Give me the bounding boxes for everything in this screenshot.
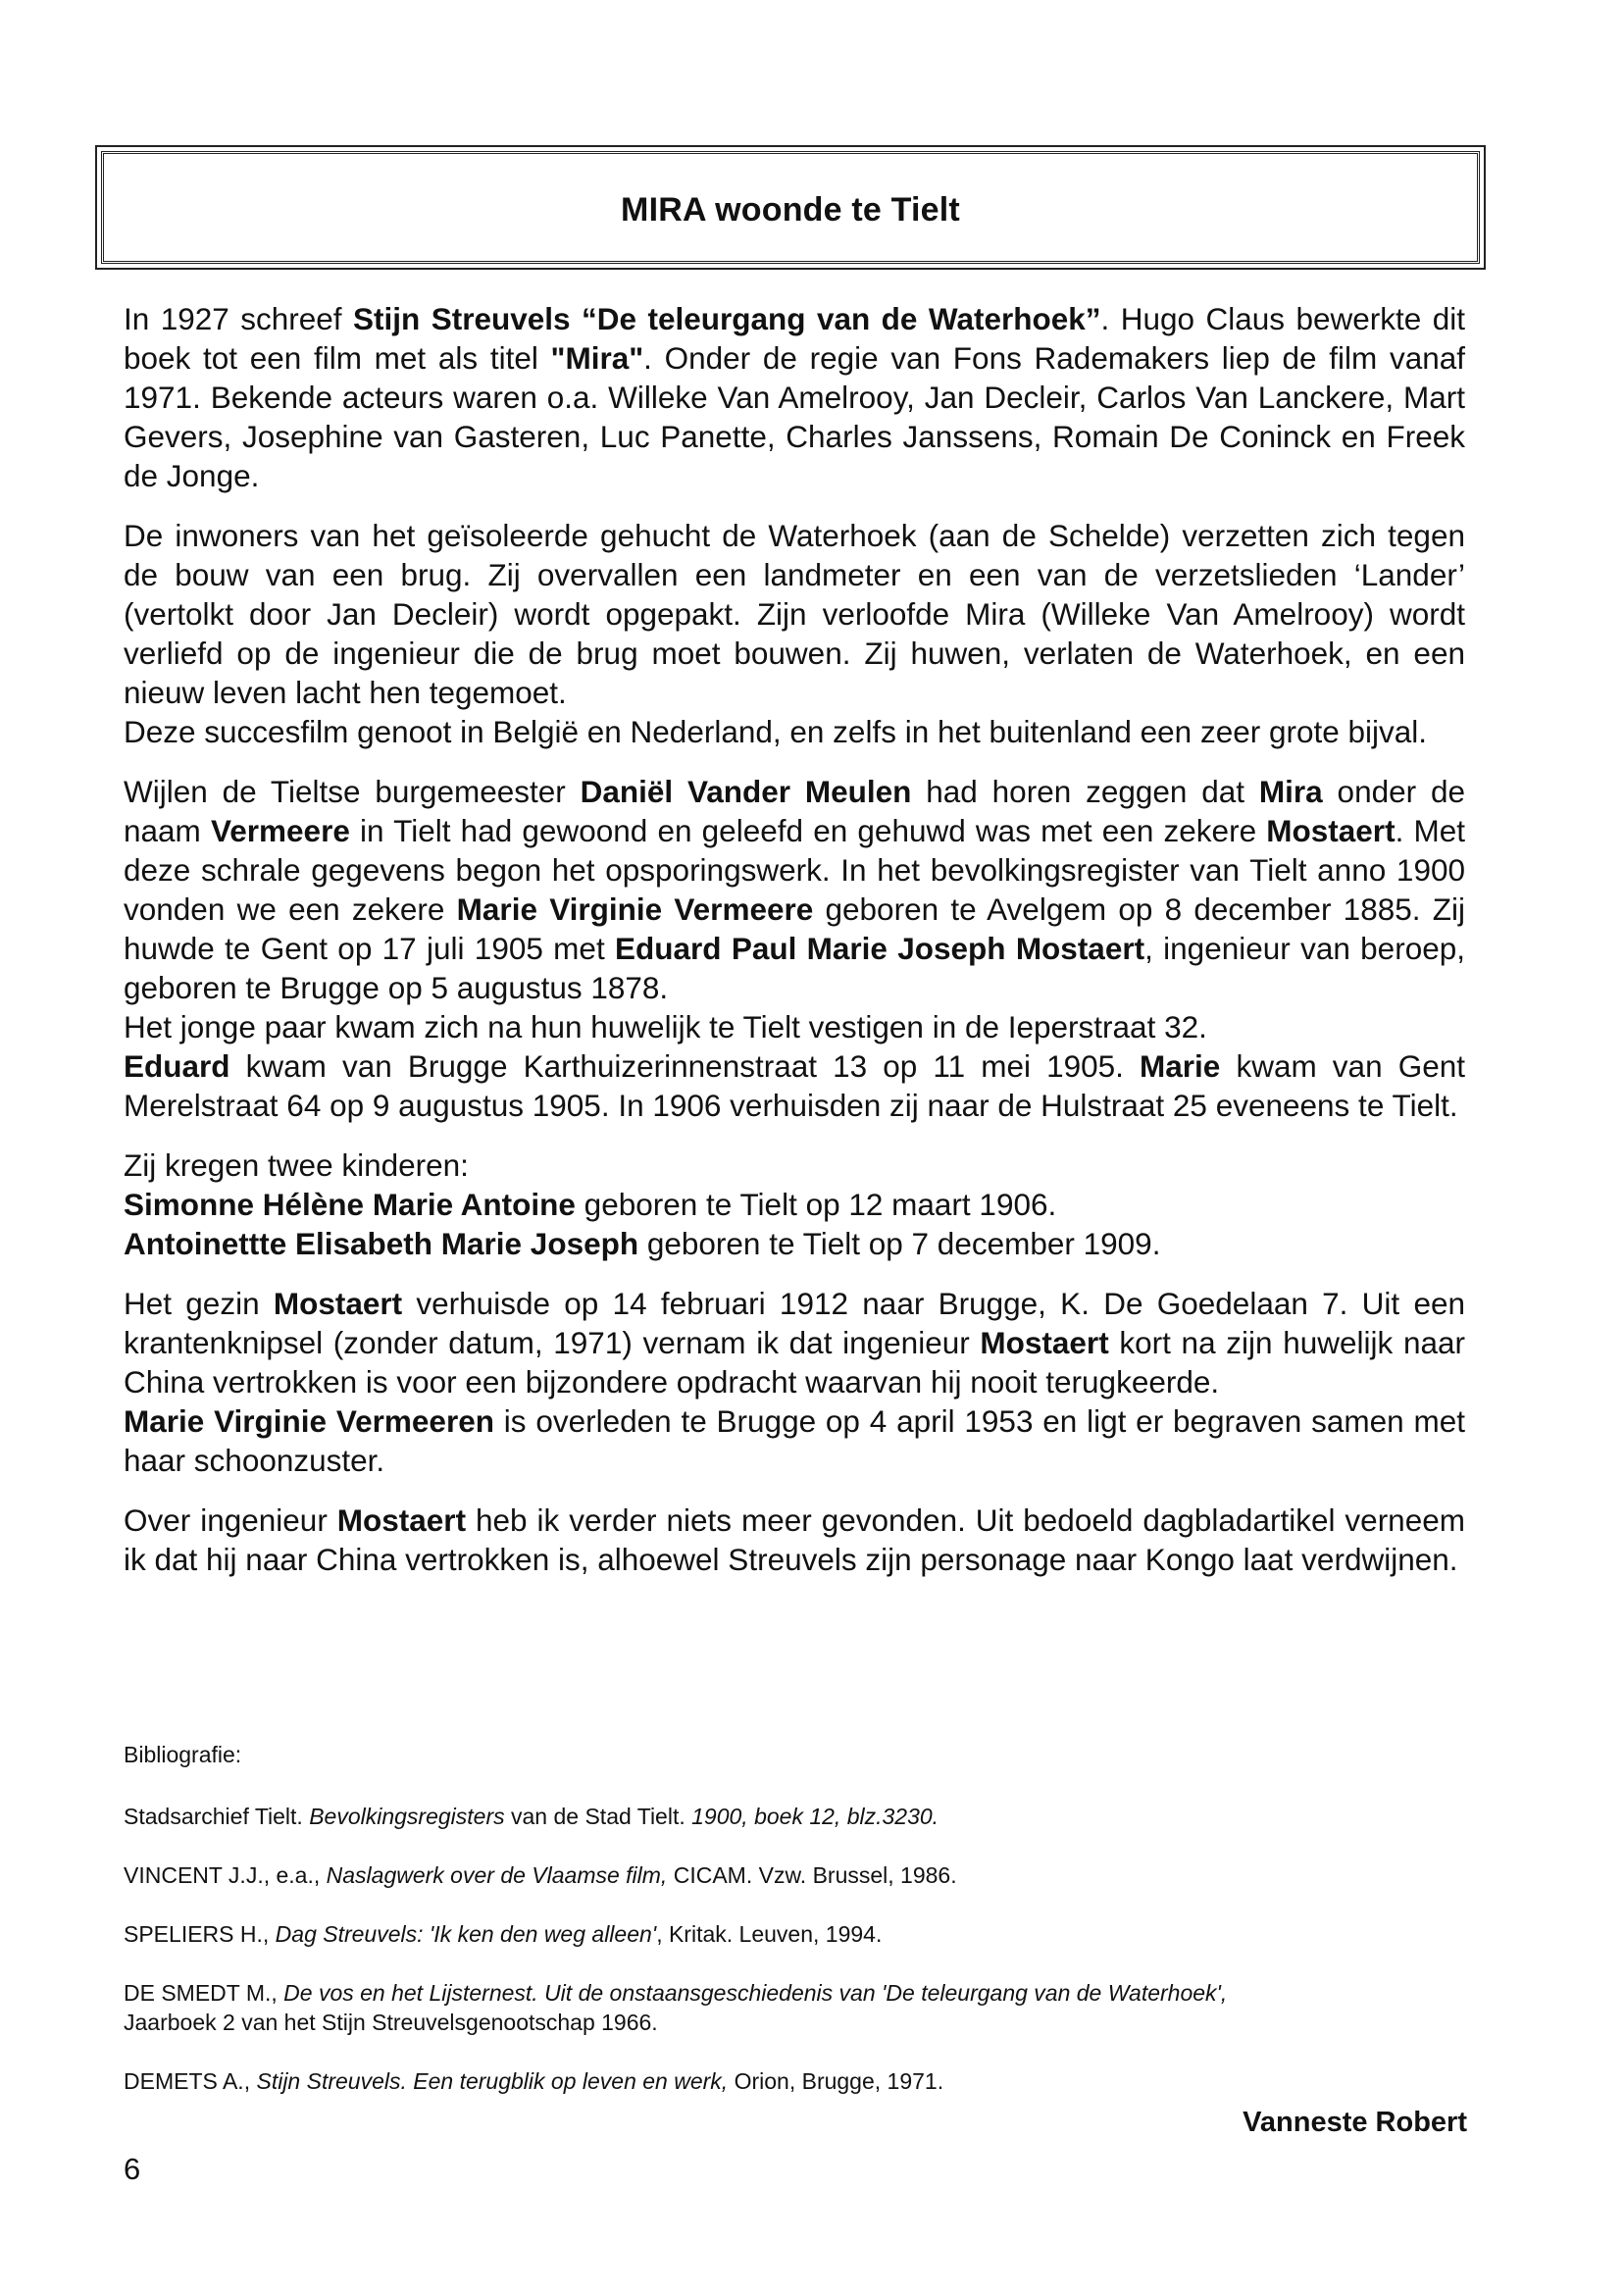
text-run: in Tielt had gewoond en geleefd en gehuwd was met een zekere (349, 813, 1267, 848)
text-run: kwam van Brugge Karthuizerinnenstraat 13 op 11 mei 1905. (229, 1048, 1141, 1084)
bold-text: Marie Virginie Vermeeren (124, 1403, 494, 1439)
bold-text: "Mira" (550, 340, 644, 376)
page-number: 6 (124, 2152, 141, 2186)
paragraph-conclusion (124, 1501, 1465, 1579)
paragraph-intro (124, 299, 1465, 495)
text-run: verhuisde op 14 februari 1912 naar Brugge, K. De Goedelaan 7. Uit een krantenknipsel (zonder datum, 1971) vernam ik dat ingenieur (124, 1286, 1465, 1360)
bold-text: Mostaert (980, 1325, 1109, 1360)
text-run: , ingenieur van beroep, geboren te Brugge op 5 augustus 1878. (124, 931, 1465, 1005)
bibliography-entry (124, 1978, 1465, 2037)
italic-text: Naslagwerk over de Vlaamse film, (326, 1862, 668, 1888)
text-run: CICAM. Vzw. Brussel, 1986. (667, 1862, 957, 1888)
text-run: Over ingenieur (124, 1502, 337, 1538)
bibliography-entry (124, 1919, 1465, 1949)
bold-text: Mostaert (273, 1286, 403, 1321)
bold-text: Marie Virginie Vermeere (456, 891, 814, 927)
text-run: geboren te Avelgem op 8 december 1885. Zij huwde te Gent op 17 juli 1905 met (124, 891, 1465, 966)
bold-text: Eduard (124, 1048, 230, 1084)
bibliography-entry (124, 1860, 1465, 1890)
paragraph-research (124, 772, 1465, 1007)
bold-text: Simonne Hélène Marie Antoine (124, 1187, 576, 1222)
bold-text: Mostaert (336, 1502, 467, 1538)
paragraph-success: Deze succesfilm genoot in België en Nederland, en zelfs in het buitenland een zeer grote bijval. (124, 714, 1428, 749)
bold-text: Stijn Streuvels “De teleurgang van de Waterhoek” (353, 301, 1101, 336)
text-run: is overleden te Brugge op 4 april 1953 en ligt er begraven samen met haar schoonzuster. (124, 1403, 1465, 1478)
bold-text: Antoinettte Elisabeth Marie Joseph (124, 1226, 639, 1261)
text-run: DE SMEDT M., (124, 1980, 284, 2006)
bibliography-heading: Bibliografie: (124, 1742, 242, 1767)
paragraph-addresses (124, 1046, 1465, 1125)
bibliography-entry (124, 2066, 1465, 2096)
text-run: DEMETS A., (124, 2068, 257, 2094)
text-run: kwam van Gent Merelstraat 64 op 9 augustus 1905. In 1906 verhuisden zij naar de Hulstraat 25 eveneens te Tielt. (124, 1048, 1465, 1123)
paragraph-move (124, 1284, 1465, 1401)
bold-text: Daniël Vander Meulen (580, 774, 912, 809)
text-run: . Met deze schrale gegevens begon het opsporingswerk. In het bevolkingsregister van Tielt anno 1900 vonden we een zekere (124, 813, 1466, 927)
text-run: , Kritak. Leuven, 1994. (656, 1921, 883, 1947)
bold-text: Marie (1140, 1048, 1221, 1084)
bold-text: Vermeere (210, 813, 350, 848)
title-box (101, 151, 1480, 264)
text-run: geboren te Tielt op 7 december 1909. (638, 1226, 1161, 1261)
italic-text: Dag Streuvels: 'Ik ken den weg alleen' (275, 1921, 657, 1947)
text-run: . Onder de regie van Fons Rademakers liep de film vanaf 1971. Bekende acteurs waren o.a. Willeke Van Amelrooy, Jan Decleir, Carlos Van Lanckere, Mart Gevers, Josephine van Gasteren, Luc Panette, Charles Janssens, Romain De Coninck en Freek de Jonge. (124, 340, 1465, 493)
bibliography-entry (124, 1802, 1465, 1831)
bibliography (124, 1740, 1465, 2125)
page-title: MIRA woonde te Tielt (621, 191, 960, 229)
italic-text: 1900, boek 12, blz.3230. (691, 1804, 939, 1829)
text-run: Zij kregen twee kinderen: (124, 1147, 469, 1183)
text-run: Jaarboek 2 van het Stijn Streuvelsgenootschap 1966. (124, 2010, 658, 2035)
paragraph-death (124, 1401, 1465, 1480)
text-run: van de Stad Tielt. (504, 1804, 692, 1829)
text-run: Orion, Brugge, 1971. (728, 2068, 944, 2094)
text-run: SPELIERS H., (124, 1921, 276, 1947)
paragraph-couple: Het jonge paar kwam zich na hun huwelijk te Tielt vestigen in de Ieperstraat 32. (124, 1009, 1207, 1044)
text-run: Het gezin (124, 1286, 274, 1321)
text-run: In 1927 schreef (124, 301, 354, 336)
bold-text: Mostaert (1266, 813, 1396, 848)
italic-text: De vos en het Lijsternest. Uit de onstaansgeschiedenis van 'De teleurgang van de Waterhoek', (283, 1980, 1228, 2006)
bold-text: Mira (1258, 774, 1323, 809)
text-run: onder de naam (124, 774, 1466, 848)
bold-text: Eduard Paul Marie Joseph Mostaert (615, 931, 1145, 966)
italic-text: Bevolkingsregisters (309, 1804, 505, 1829)
text-run: Wijlen de Tieltse burgemeester (124, 774, 581, 809)
text-run: heb ik verder niets meer gevonden. Uit bedoeld dagbladartikel verneem ik dat hij naar China vertrokken is, alhoewel Streuvels zijn personage naar Kongo laat verdwijnen. (124, 1502, 1465, 1577)
article-body (124, 299, 1465, 1600)
italic-text: Stijn Streuvels. Een terugblik op leven en werk, (256, 2068, 729, 2094)
text-run: kort na zijn huwelijk naar China vertrokken is voor een bijzondere opdracht waarvan hij nooit terugkeerde. (124, 1325, 1465, 1400)
text-run: had horen zeggen dat (911, 774, 1259, 809)
paragraph-plot: De inwoners van het geïsoleerde gehucht de Waterhoek (aan de Schelde) verzetten zich tegen de bouw van een brug. Zij overvallen een landmeter en een van de verzetslieden ‘Lander’ (vertolkt door Jan Decleir) wordt opgepakt. Zijn verloofde Mira (Willeke Van Amelrooy) wordt verliefd op de ingenieur die de brug moet bouwen. Zij huwen, verlaten de Waterhoek, en een nieuw leven lacht hen tegemoet. (124, 518, 1465, 710)
paragraph-children (124, 1146, 1465, 1263)
text-run: geboren te Tielt op 12 maart 1906. (575, 1187, 1057, 1222)
text-run: . Hugo Claus bewerkte dit boek tot een film met als titel (124, 301, 1466, 376)
author-signature: Vanneste Robert (1243, 2107, 1467, 2138)
text-run: VINCENT J.J., e.a., (124, 1862, 327, 1888)
text-run: Stadsarchief Tielt. (124, 1804, 310, 1829)
